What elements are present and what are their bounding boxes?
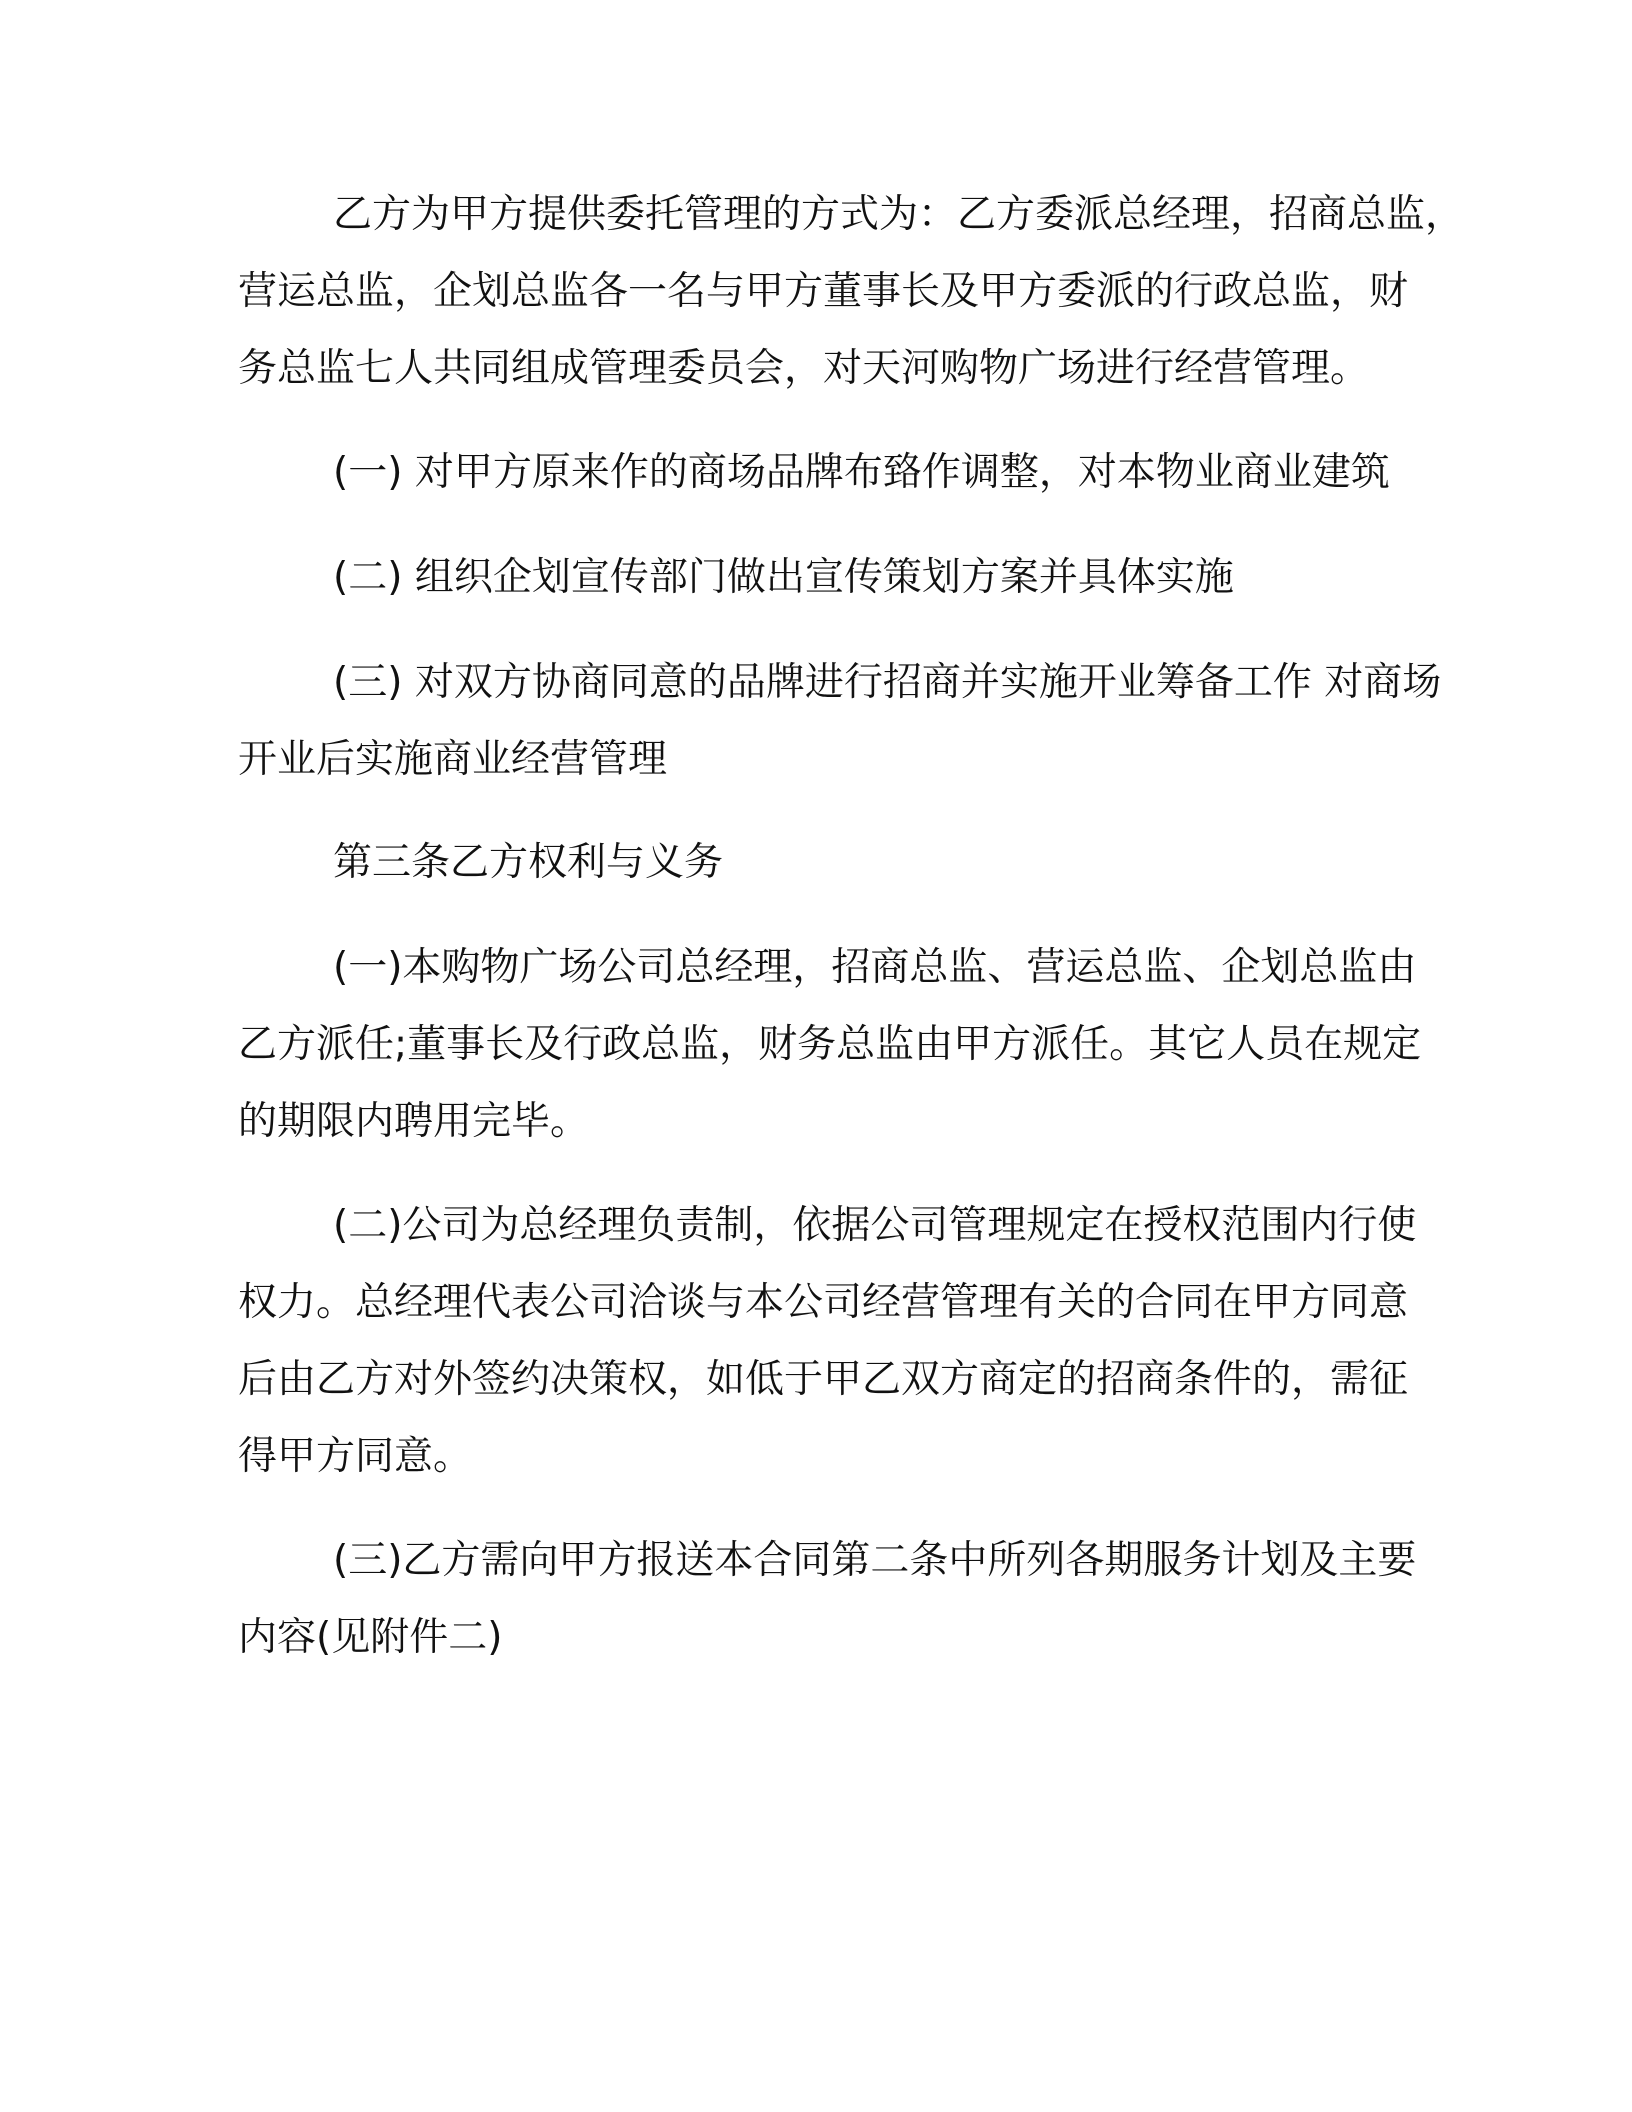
text-line: 营运总监，企划总监各一名与甲方董事长及甲方委派的行政总监，财 xyxy=(238,269,1409,314)
text-line: (一) 对甲方原来作的商场品牌布臵作调整，对本物业商业建筑 xyxy=(333,450,1390,495)
text-line: 权力。总经理代表公司洽谈与本公司经营管理有关的合同在甲方同意 xyxy=(238,1280,1409,1325)
text-line: (三) 对双方协商同意的品牌进行招商并实施开业筹备工作 对商场 xyxy=(333,660,1442,705)
text-line: 得甲方同意。 xyxy=(238,1434,473,1479)
text-line: (二) 组织企划宣传部门做出宣传策划方案并具体实施 xyxy=(333,555,1234,600)
item-three-paragraph xyxy=(238,644,1442,798)
clause-two-paragraph xyxy=(238,1187,1417,1495)
clause-one-paragraph xyxy=(238,929,1422,1160)
text-line: (二)公司为总经理负责制，依据公司管理规定在授权范围内行使 xyxy=(333,1203,1417,1248)
text-line: 乙方为甲方提供委托管理的方式为：乙方委派总经理，招商总监， xyxy=(333,192,1465,237)
text-line: 第三条乙方权利与义务 xyxy=(333,840,724,885)
item-two-paragraph xyxy=(238,539,1388,616)
text-line: 开业后实施商业经营管理 xyxy=(238,737,668,782)
text-line: (一)本购物广场公司总经理，招商总监、营运总监、企划总监由 xyxy=(333,945,1417,990)
text-line: (三)乙方需向甲方报送本合同第二条中所列各期服务计划及主要 xyxy=(333,1538,1417,1583)
text-line: 后由乙方对外签约决策权，如低于甲乙双方商定的招商条件的，需征 xyxy=(238,1357,1409,1402)
item-one-paragraph xyxy=(238,434,1388,511)
clause-three-paragraph xyxy=(238,1522,1417,1676)
text-line: 内容(见附件二) xyxy=(238,1615,503,1660)
text-line: 乙方派任;董事长及行政总监，财务总监由甲方派任。其它人员在规定 xyxy=(238,1022,1422,1067)
text-line: 的期限内聘用完毕。 xyxy=(238,1099,590,1144)
intro-paragraph xyxy=(238,176,1465,407)
article-three-heading xyxy=(238,824,1388,901)
text-line: 务总监七人共同组成管理委员会，对天河购物广场进行经营管理。 xyxy=(238,346,1370,391)
